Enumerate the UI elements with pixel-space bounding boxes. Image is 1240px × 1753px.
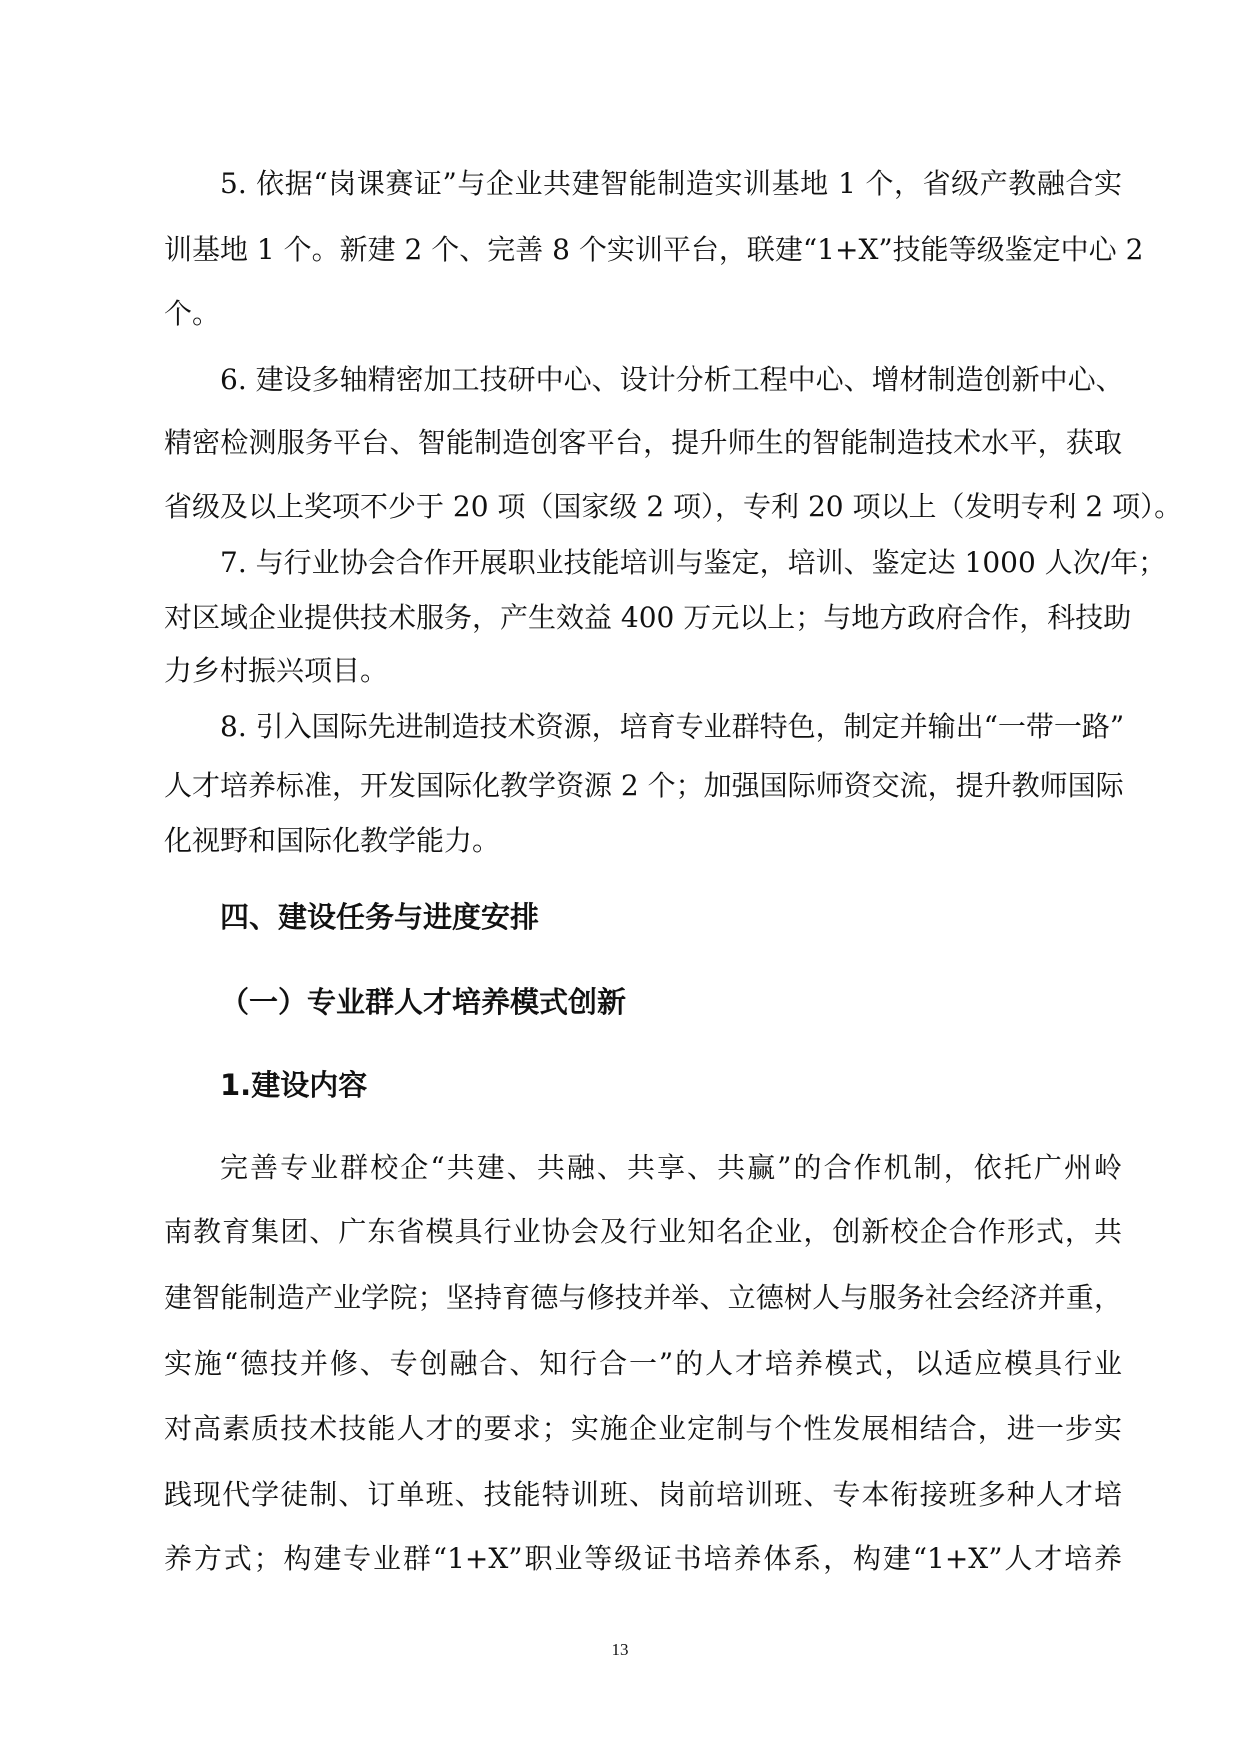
- body-line-7: 养方式；构建专业群“1+X”职业等级证书培养体系，构建“1+X”人才培养: [164, 1542, 1122, 1575]
- subsection-heading: （一）专业群人才培养模式创新: [220, 985, 627, 1019]
- body-line-1: 完善专业群校企“共建、共融、共享、共赢”的合作机制，依托广州岭: [220, 1151, 1122, 1184]
- item-6-line-1: 6. 建设多轴精密加工技研中心、设计分析工程中心、增材制造创新中心、: [220, 363, 1124, 396]
- body-line-4: 实施“德技并修、专创融合、知行合一”的人才培养模式，以适应模具行业: [164, 1347, 1122, 1380]
- item-6-line-2: 精密检测服务平台、智能制造创客平台，提升师生的智能制造技术水平，获取: [164, 426, 1122, 459]
- item-5-line-3: 个。: [164, 297, 221, 330]
- body-line-5: 对高素质技术技能人才的要求；实施企业定制与个性发展相结合，进一步实: [164, 1412, 1122, 1445]
- body-line-2: 南教育集团、广东省模具行业协会及行业知名企业，创新校企合作形式，共: [164, 1215, 1122, 1248]
- item-5-line-2: 训基地 1 个。新建 2 个、完善 8 个实训平台，联建“1+X”技能等级鉴定中心 2: [164, 233, 1144, 266]
- page-number: 13: [611, 1640, 629, 1659]
- item-6-line-3: 省级及以上奖项不少于 20 项（国家级 2 项），专利 20 项以上（发明专利 2 项）。: [164, 490, 1183, 523]
- item-7-line-2: 对区域企业提供技术服务，产生效益 400 万元以上；与地方政府合作，科技助: [164, 601, 1132, 634]
- body-line-3: 建智能制造产业学院；坚持育德与修技并举、立德树人与服务社会经济并重，: [164, 1281, 1122, 1314]
- item-8-line-2: 人才培养标准，开发国际化教学资源 2 个；加强国际师资交流，提升教师国际: [164, 769, 1124, 802]
- item-8-line-1: 8. 引入国际先进制造技术资源，培育专业群特色，制定并输出“一带一路”: [220, 710, 1125, 743]
- body-line-6: 践现代学徒制、订单班、技能特训班、岗前培训班、专本衔接班多种人才培: [164, 1478, 1122, 1511]
- item-heading: 1.建设内容: [220, 1068, 368, 1102]
- item-5-line-1: 5. 依据“岗课赛证”与企业共建智能制造实训基地 1 个，省级产教融合实: [220, 167, 1122, 200]
- section-heading: 四、建设任务与进度安排: [220, 900, 540, 934]
- item-7-line-3: 力乡村振兴项目。: [164, 654, 389, 687]
- item-7-line-1: 7. 与行业协会合作开展职业技能培训与鉴定，培训、鉴定达 1000 人次/年；: [220, 546, 1167, 579]
- item-8-line-3: 化视野和国际化教学能力。: [164, 824, 501, 857]
